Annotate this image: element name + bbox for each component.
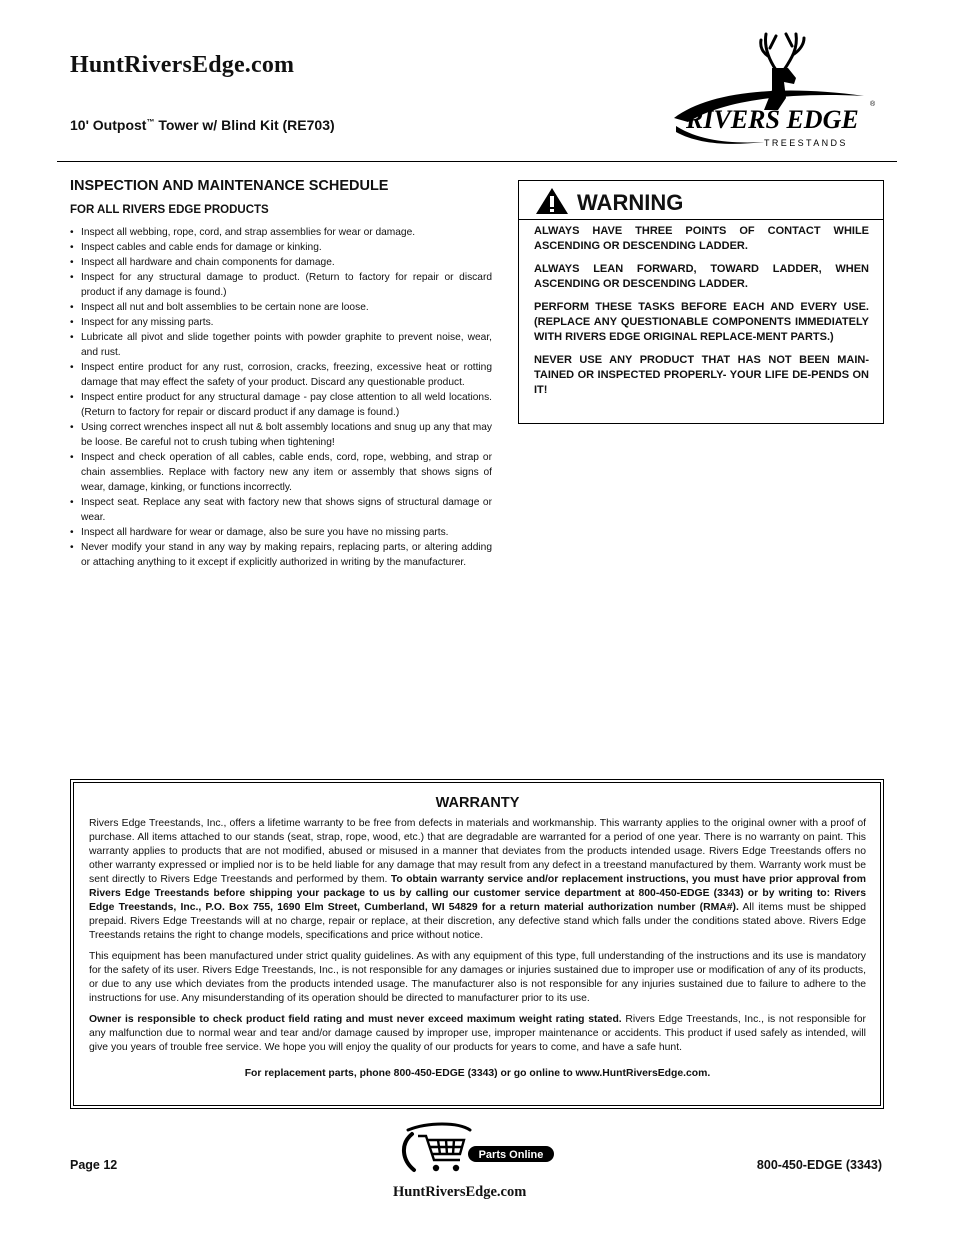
list-item: • Inspect entire product for any rust, corrosion, cracks, freezing, excessive heat or rotting damage that may effect the safety of your product. Discard any questionable product. bbox=[70, 362, 492, 388]
header-divider bbox=[57, 161, 897, 162]
list-item: • Inspect all hardware for wear or damage, also be sure you have no missing parts. bbox=[70, 527, 449, 538]
logo-brand-text: RIVERS EDGE bbox=[686, 105, 859, 134]
inspection-heading: INSPECTION AND MAINTENANCE SCHEDULE bbox=[70, 178, 389, 194]
warranty-inner-frame bbox=[73, 782, 881, 1106]
footer-site: HuntRiversEdge.com bbox=[393, 1184, 527, 1200]
deer-icon bbox=[668, 28, 882, 150]
warning-title: WARNING bbox=[577, 190, 684, 215]
inspection-list bbox=[70, 225, 492, 570]
warning-paragraph: PERFORM THESE TASKS BEFORE EACH AND EVERY USE. (REPLACE ANY QUESTIONABLE COMPONENTS IMMEDIATELY WITH RIVERS EDGE ORIGINAL REPLACE-MENT PARTS.) bbox=[534, 301, 869, 343]
footer-phone: 800-450-EDGE (3343) bbox=[756, 1158, 882, 1172]
parts-online-logo bbox=[398, 1120, 558, 1178]
replacement-parts-note: For replacement parts, phone 800-450-EDGE (3343) or go online to www.HuntRiversEdge.com. bbox=[244, 1068, 711, 1079]
warning-body bbox=[519, 220, 883, 398]
warning-paragraph: ALWAYS LEAN FORWARD, TOWARD LADDER, WHEN ASCENDING OR DESCENDING LADDER. bbox=[534, 263, 869, 290]
list-item: • Inspect cables and cable ends for damage or kinking. bbox=[70, 242, 322, 253]
product-title: 10' Outpost™ Tower w/ Blind Kit (RE703) bbox=[70, 117, 335, 133]
warranty-paragraph: Owner is responsible to check product field rating and must never exceed maximum weight rating stated. Rivers Edge Treestands, Inc., is not responsible for any malfunction due to normal wear and tear and/or damage caused by improper use, improper maintenance or accidents. This product if used safely as intended, will give you years of trouble free service. We hope you will enjoy the quality of our products for years to come, and have a safe hunt. bbox=[89, 1014, 866, 1053]
warranty-box bbox=[70, 779, 884, 1109]
parts-online-label: Parts Online bbox=[478, 1149, 544, 1161]
list-item: • Inspect seat. Replace any seat with factory new that shows signs of structural damage or wear. bbox=[70, 497, 492, 523]
list-item: • Inspect for any missing parts. bbox=[70, 317, 214, 328]
rivers-edge-logo bbox=[668, 28, 882, 150]
list-item: • Inspect all hardware and chain components for damage. bbox=[70, 257, 335, 268]
list-item: • Never modify your stand in any way by making repairs, replacing parts, or altering adding or attaching anything to it except if explicitly authorized in writing by the manufacturer. bbox=[70, 542, 492, 568]
inspection-section bbox=[70, 178, 492, 570]
shopping-cart-icon bbox=[398, 1120, 558, 1178]
warning-paragraph: ALWAYS HAVE THREE POINTS OF CONTACT WHILE ASCENDING OR DESCENDING LADDER. bbox=[534, 225, 869, 252]
trademark-symbol: ™ bbox=[146, 117, 155, 127]
list-item: • Inspect entire product for any structural damage - pay close attention to all weld locations. (Return to factory for repair or discard product if any damage is found.) bbox=[70, 392, 492, 418]
warning-box bbox=[518, 180, 884, 424]
warranty-heading: WARRANTY bbox=[435, 795, 520, 811]
warning-paragraph: NEVER USE ANY PRODUCT THAT HAS NOT BEEN MAIN-TAINED OR INSPECTED PROPERLY- YOUR LIFE DE-PENDS ON IT! bbox=[534, 354, 869, 396]
list-item: • Inspect for any structural damage to product. (Return to factory for repair or discard product if any damage is found.) bbox=[70, 272, 492, 298]
list-item: • Inspect all nut and bolt assemblies to be certain none are loose. bbox=[70, 302, 369, 313]
logo-registered-mark: ® bbox=[870, 101, 876, 108]
list-item: • Using correct wrenches inspect all nut & bolt assembly locations and snug up any that may be loose. Be careful not to crush tubing when tightening! bbox=[70, 422, 492, 448]
list-item: • Lubricate all pivot and slide together points with powder graphite to prevent noise, wear, and rust. bbox=[70, 332, 492, 358]
warranty-paragraph: This equipment has been manufactured under strict quality guidelines. As with any equipment of this type, full understanding of the instructions and its use is mandatory for the safety of its user. Rivers Edge Treestands, Inc., is not responsible for any damages or injuries sustained due to improper use or modification of any of its products, or due to any use which deviates from the products intended usage. The manufacturer also is not responsible for any injuries sustained due to failure to adhere to the instructions for use. Any misunderstanding of its operation should be directed to manufacturer prior to its use. bbox=[89, 951, 866, 1004]
warning-triangle-icon bbox=[535, 187, 569, 215]
warranty-paragraph: Rivers Edge Treestands, Inc., offers a lifetime warranty to be free from defects in materials and workmanship. This warranty applies to the original owner with a proof of purchase. All items attached to our stands (seat, strap, rope, wood, etc.) that are degradable are warranted for a period of one year. There is no warranty on paint. This warranty applies to products that are not modified, abused or misused in a manner that deviates from the products intended usage. Rivers Edge Treestands offers no other warranty expressed or implied nor is to be held liable for any damage that may result from any defect in a treestand manufactured by them. Warranty work must be sent directly to Rivers Edge Treestands and performed by them. To obtain warranty service and/or replacement instructions, you must have prior approval from Rivers Edge Treestands before shipping your package to us by calling our customer service department at 800-450-EDGE (3343) or by writing to: Rivers Edge Treestands, Inc., P.O. Box 755, 1690 Elm Street, Cumberland, WI 54829 for a return material authorization number (RMA#). All items must be shipped prepaid. Rivers Edge Treestands will at no charge, repair or replace, at their discretion, any defective stand which falls under the conditions stated above. Rivers Edge Treestands retains the right to change models, specifications and price without notice. bbox=[89, 818, 866, 941]
inspection-subheading: FOR ALL RIVERS EDGE PRODUCTS bbox=[70, 204, 269, 216]
warning-header bbox=[519, 181, 883, 220]
logo-sub-text: TREESTANDS bbox=[764, 138, 848, 148]
site-title: HuntRiversEdge.com bbox=[70, 52, 295, 78]
list-item: • Inspect all webbing, rope, cord, and strap assemblies for wear or damage. bbox=[70, 227, 416, 238]
list-item: • Inspect and check operation of all cables, cable ends, cord, rope, webbing, and strap or chain assemblies. Replace with factory new any item or assembly that shows signs of wear, damage, kinking, or functions incorrectly. bbox=[70, 452, 492, 493]
page-number: Page 12 bbox=[70, 1158, 118, 1172]
